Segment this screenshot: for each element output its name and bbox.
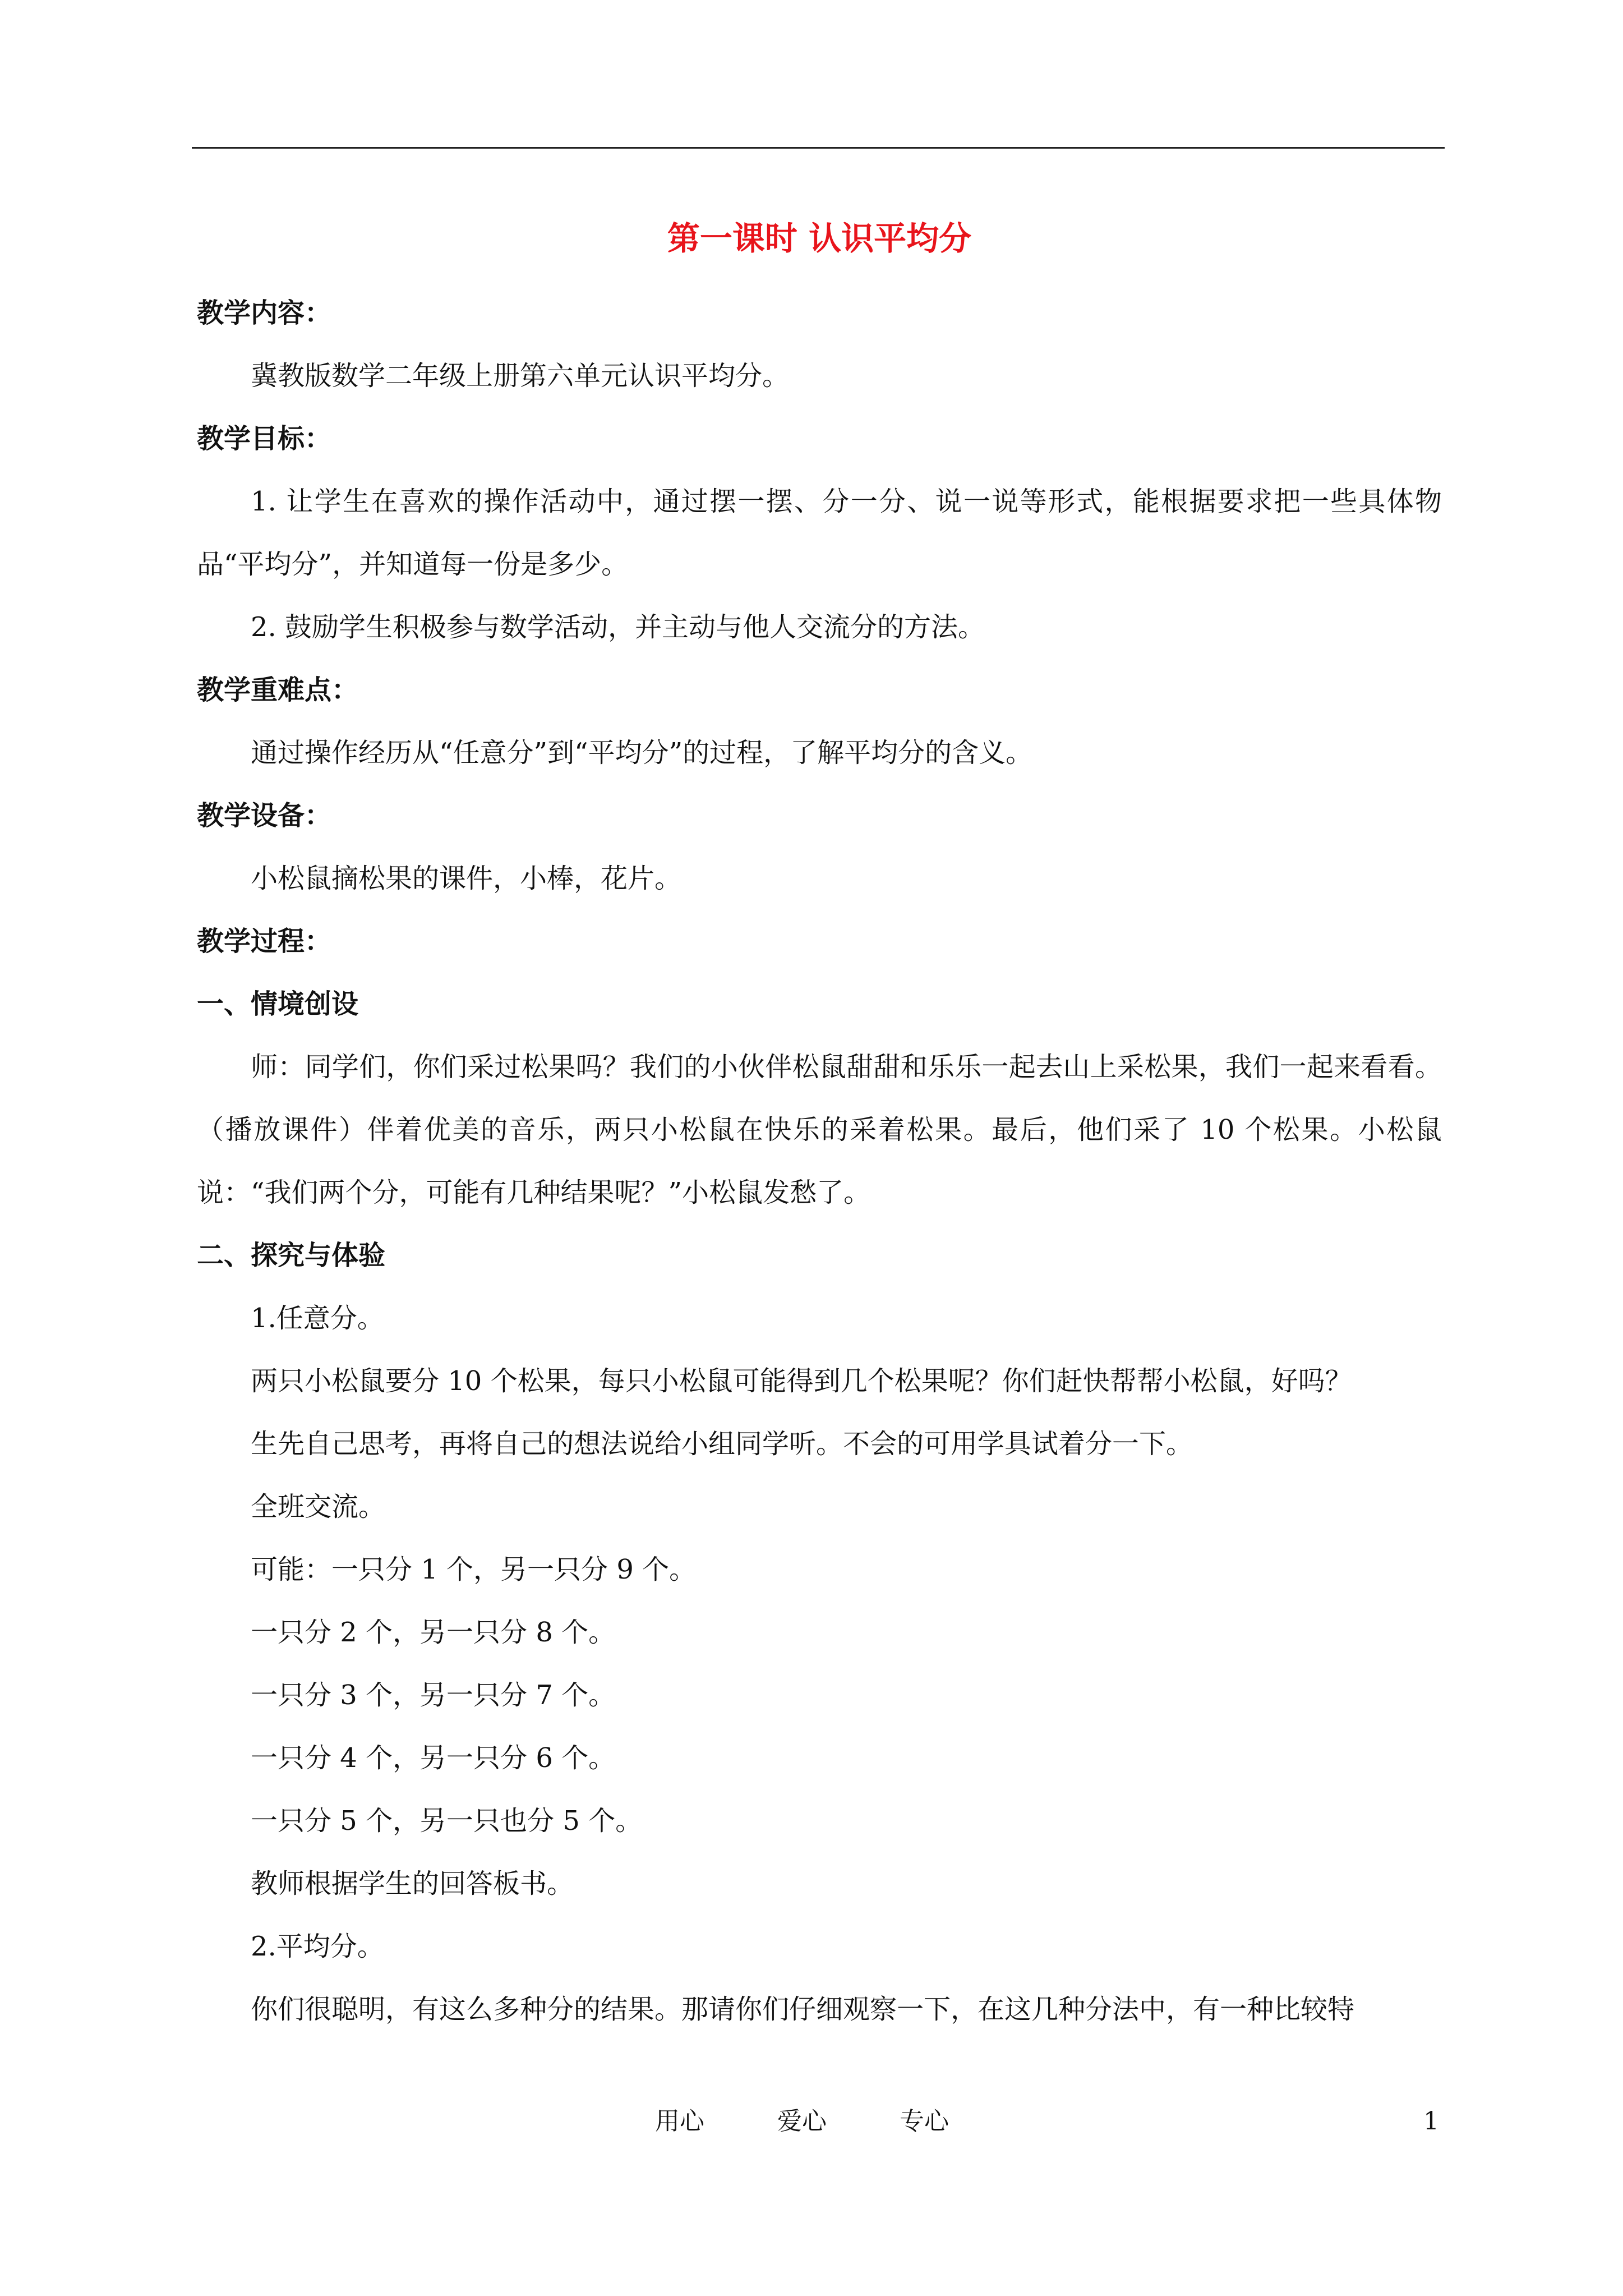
section-heading-key-points: 教学重难点： (197, 674, 359, 706)
paragraph-equipment: 小松鼠摘松果的课件，小棒，花片。 (251, 863, 682, 894)
page-number: 1 (1423, 2107, 1439, 2136)
paragraph-content: 冀教版数学二年级上册第六单元认识平均分。 (251, 360, 790, 392)
paragraph-class-exchange: 全班交流。 (251, 1491, 386, 1522)
document-body (197, 213, 1442, 2041)
list-item: 一只分 2 个，另一只分 8 个。 (251, 1617, 616, 1648)
paragraph-observe: 你们很聪明，有这么多种分的结果。那请你们仔细观察一下，在这几种分法中，有一种比较特 (251, 1994, 1355, 2025)
section-heading-scenario: 一、情境创设 (197, 988, 359, 1020)
paragraph-question: 两只小松鼠要分 10 个松果，每只小松鼠可能得到几个松果呢？你们赶快帮帮小松鼠，好吗？ (251, 1365, 1352, 1397)
paragraph-arbitrary-division: 1.任意分。 (251, 1303, 384, 1334)
paragraph-key-points: 通过操作经历从“任意分”到“平均分”的过程，了解平均分的含义。 (251, 737, 1033, 769)
list-item: 可能：一只分 1 个，另一只分 9 个。 (251, 1554, 697, 1585)
section-heading-equipment: 教学设备： (197, 800, 332, 831)
section-heading-process: 教学过程： (197, 926, 332, 957)
list-item: 一只分 5 个，另一只也分 5 个。 (251, 1805, 643, 1837)
footer-item: 用心 (655, 2107, 704, 2136)
paragraph-objective-2: 2. 鼓励学生积极参与数学活动，并主动与他人交流分的方法。 (251, 611, 985, 643)
footer-item: 专心 (900, 2107, 949, 2136)
paragraph-board: 教师根据学生的回答板书。 (251, 1868, 574, 1899)
paragraph-objective-1: 1. 让学生在喜欢的操作活动中，通过摆一摆、分一分、说一说等形式，能根据要求把一些具体物品“平均分”，并知道每一份是多少。 (197, 486, 1442, 580)
document-title: 第一课时 认识平均分 (667, 219, 972, 257)
list-item: 一只分 3 个，另一只分 7 个。 (251, 1680, 616, 1711)
paragraph-think: 生先自己思考，再将自己的想法说给小组同学听。不会的可用学具试着分一下。 (251, 1428, 1193, 1460)
section-heading-content: 教学内容： (197, 297, 332, 329)
paragraph-scenario: 师：同学们，你们采过松果吗？我们的小伙伴松鼠甜甜和乐乐一起去山上采松果，我们一起来看看。（播放课件）伴着优美的音乐，两只小松鼠在快乐的采着松果。最后，他们采了 10 个松果。小松鼠说：“我们两个分，可能有几种结果呢？”小松鼠发愁了。 (197, 1051, 1442, 1208)
list-item: 一只分 4 个，另一只分 6 个。 (251, 1742, 616, 1774)
footer-item: 爱心 (777, 2107, 827, 2136)
section-heading-objectives: 教学目标： (197, 423, 332, 454)
footer-motto (655, 2105, 949, 2138)
section-heading-explore: 二、探究与体验 (197, 1240, 386, 1271)
paragraph-even-division: 2.平均分。 (251, 1931, 384, 1962)
header-rule (192, 147, 1445, 149)
